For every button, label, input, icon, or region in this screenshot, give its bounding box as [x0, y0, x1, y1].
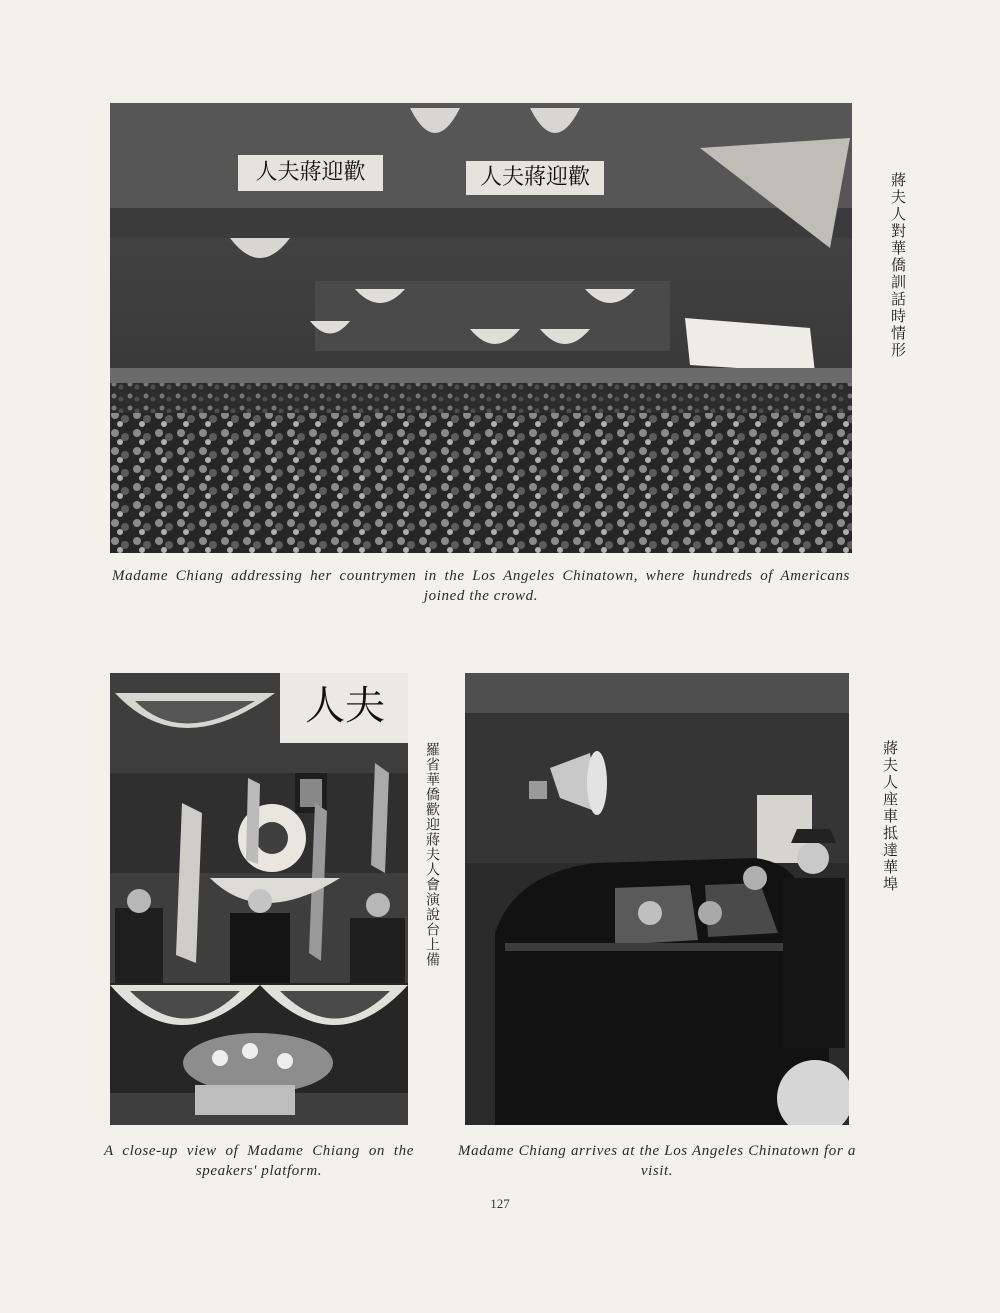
photo-chinatown-crowd — [110, 103, 852, 553]
page-number: 127 — [490, 1196, 510, 1211]
bottom-right-side-label: 蔣夫人座車抵達華埠 — [881, 740, 899, 893]
photo-car-arrival — [465, 673, 849, 1125]
welcome-sign-1: 歡迎蔣夫人 — [255, 160, 366, 185]
top-photo-side-label: 蔣夫人對華僑訓話時情形 — [889, 172, 907, 359]
bottom-left-caption: A close-up view of Madame Chiang on the speakers' platform. — [104, 1143, 414, 1179]
photo-speakers-platform — [110, 673, 408, 1125]
platform-sign: 夫人 — [305, 683, 385, 729]
top-photo-caption: Madame Chiang addressing her countrymen in the Los Angeles Chinatown, where hundreds of Americans joined the crowd. — [112, 568, 850, 604]
welcome-sign-2: 歡迎蔣夫人 — [479, 165, 590, 190]
bottom-right-caption: Madame Chiang arrives at the Los Angeles Chinatown for a visit. — [458, 1143, 856, 1179]
bottom-left-side-label: 羅省華僑歡迎蔣夫人會演說台上備 — [424, 742, 440, 967]
